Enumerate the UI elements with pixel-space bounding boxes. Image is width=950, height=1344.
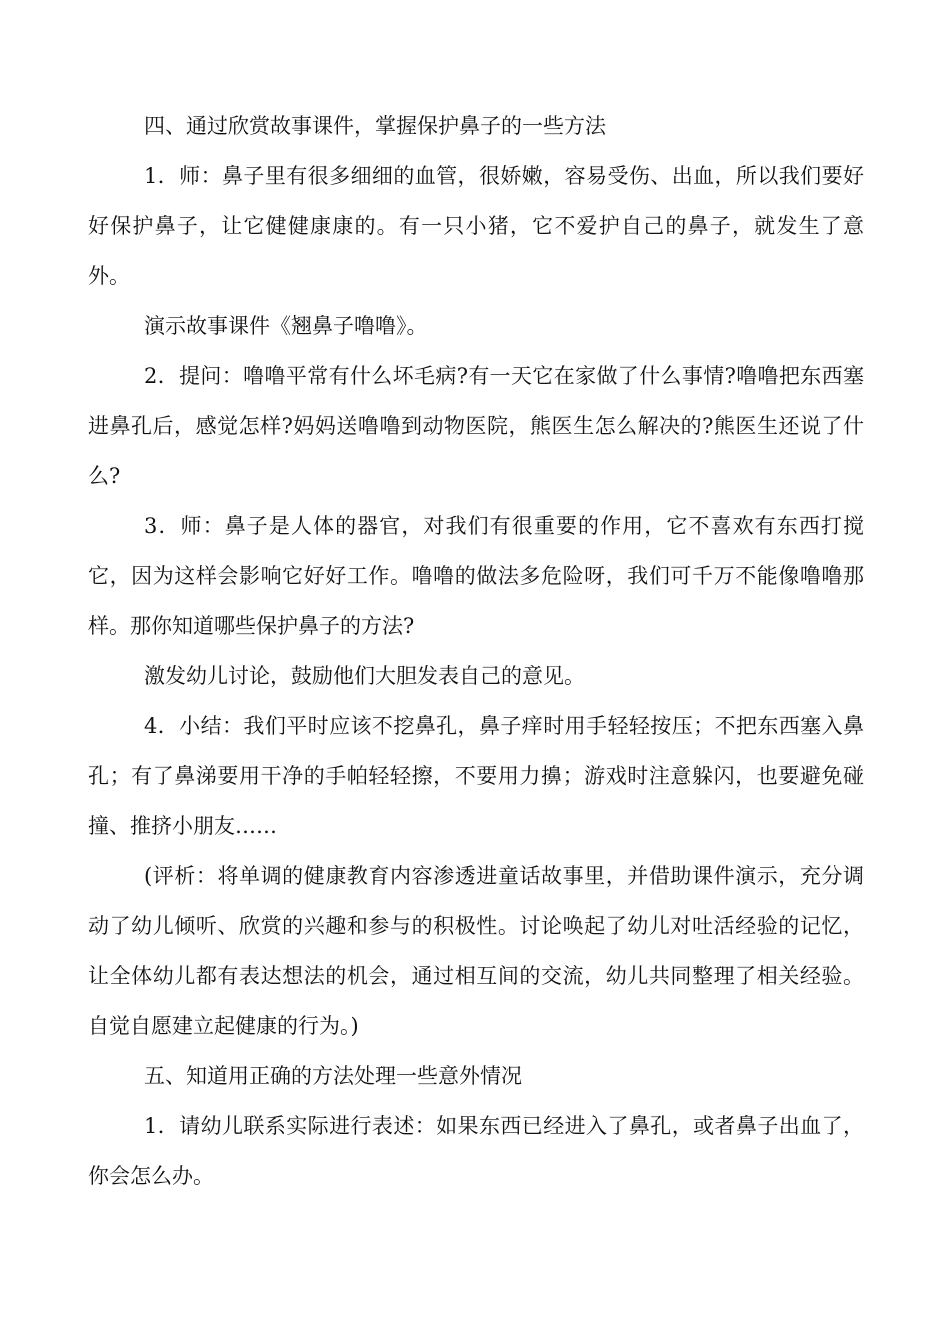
- paragraph: 1．师：鼻子里有很多细细的血管，很娇嫩，容易受伤、出血，所以我们要好好保护鼻子，让它健健康康的。有一只小猪，它不爱护自己的鼻子，就发生了意外。: [88, 164, 864, 288]
- paragraph: 3．师：鼻子是人体的器官，对我们有很重要的作用，它不喜欢有东西打搅它，因为这样会影响它好好工作。噜噜的做法多危险呀，我们可千万不能像噜噜那样。那你知道哪些保护鼻子的方法?: [88, 514, 864, 638]
- paragraph: 2．提问：噜噜平常有什么坏毛病?有一天它在家做了什么事情?噜噜把东西塞进鼻孔后，感觉怎样?妈妈送噜噜到动物医院，熊医生怎么解决的?熊医生还说了什么?: [88, 364, 864, 488]
- paragraph: 4．小结：我们平时应该不挖鼻孔，鼻子痒时用手轻轻按压；不把东西塞入鼻孔；有了鼻涕要用干净的手帕轻轻擦，不要用力擤；游戏时注意躲闪，也要避免碰撞、推挤小朋友……: [88, 714, 864, 838]
- document-body: [88, 101, 864, 1201]
- section-heading-5: 五、知道用正确的方法处理一些意外情况: [144, 1064, 522, 1088]
- section-heading-4: 四、通过欣赏故事课件，掌握保护鼻子的一些方法: [144, 114, 606, 138]
- paragraph: 演示故事课件《翘鼻子噜噜》。: [144, 314, 428, 338]
- commentary-paragraph: (评析：将单调的健康教育内容渗透进童话故事里，并借助课件演示，充分调动了幼儿倾听、欣赏的兴趣和参与的积极性。讨论唤起了幼儿对吐活经验的记忆，让全体幼儿都有表达想法的机会，通过相互间的交流，幼儿共同整理了相关经验。自觉自愿建立起健康的行为。): [88, 864, 864, 1038]
- paragraph: 1．请幼儿联系实际进行表述：如果东西已经进入了鼻孔，或者鼻子出血了，你会怎么办。: [88, 1114, 864, 1188]
- paragraph: 激发幼儿讨论，鼓励他们大胆发表自己的意见。: [144, 664, 585, 688]
